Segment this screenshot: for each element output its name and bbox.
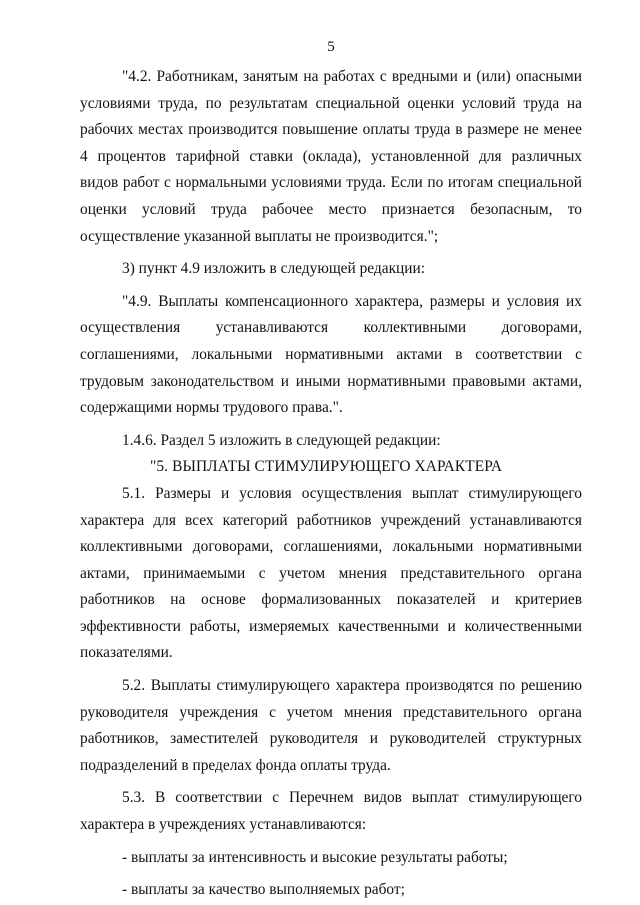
paragraph-5-3: 5.3. В соответствии с Перечнем видов выплат стимулирующего характера в учреждениях устанавливаются:: [80, 789, 582, 834]
section-heading: "5. ВЫПЛАТЫ СТИМУЛИРУЮЩЕГО ХАРАКТЕРА: [150, 458, 503, 476]
paragraph-4-9: "4.9. Выплаты компенсационного характера, размеры и условия их осуществления устанавливаются коллективными договорами, соглашениями, локальными нормативными актами в соответствии с трудовым законодательством и иными нормативными правовыми актами, содержащими нормы трудового права.".: [80, 292, 582, 417]
list-item-quality: - выплаты за качество выполняемых работ;: [122, 881, 405, 899]
list-item-intensity: - выплаты за интенсивность и высокие результаты работы;: [122, 848, 508, 866]
paragraph-4-2: "4.2. Работникам, занятым на работах с вредными и (или) опасными условиями труда, по результатам специальной оценки условий труда на рабочих местах производится повышение оплаты труда в размере не менее 4 процентов тарифной ставки (оклада), установленной для различных видов работ с нормальными условиями труда. Если по итогам специальной оценки условий труда рабочее место признается безопасным, то осуществление указанной выплаты не производится.";: [80, 68, 582, 245]
page-number: 5: [327, 39, 335, 55]
paragraph-1-4-6: 1.4.6. Раздел 5 изложить в следующей редакции:: [122, 431, 441, 449]
paragraph-5-1: 5.1. Размеры и условия осуществления выплат стимулирующего характера для всех категорий работников учреждений устанавливаются коллективными договорами, соглашениями, локальными нормативными актами, принимаемыми с учетом мнения представительного органа работников на основе формализованных показателей и критериев эффективности работы, измеряемых качественными и количественными показателями.: [80, 484, 582, 662]
paragraph-5-2: 5.2. Выплаты стимулирующего характера производятся по решению руководителя учреждения с учетом мнения представительного органа работников, заместителей руководителя и руководителей структурных подразделений в пределах фонда оплаты труда.: [80, 677, 582, 774]
paragraph-item-3: 3) пункт 4.9 изложить в следующей редакции:: [122, 260, 426, 278]
